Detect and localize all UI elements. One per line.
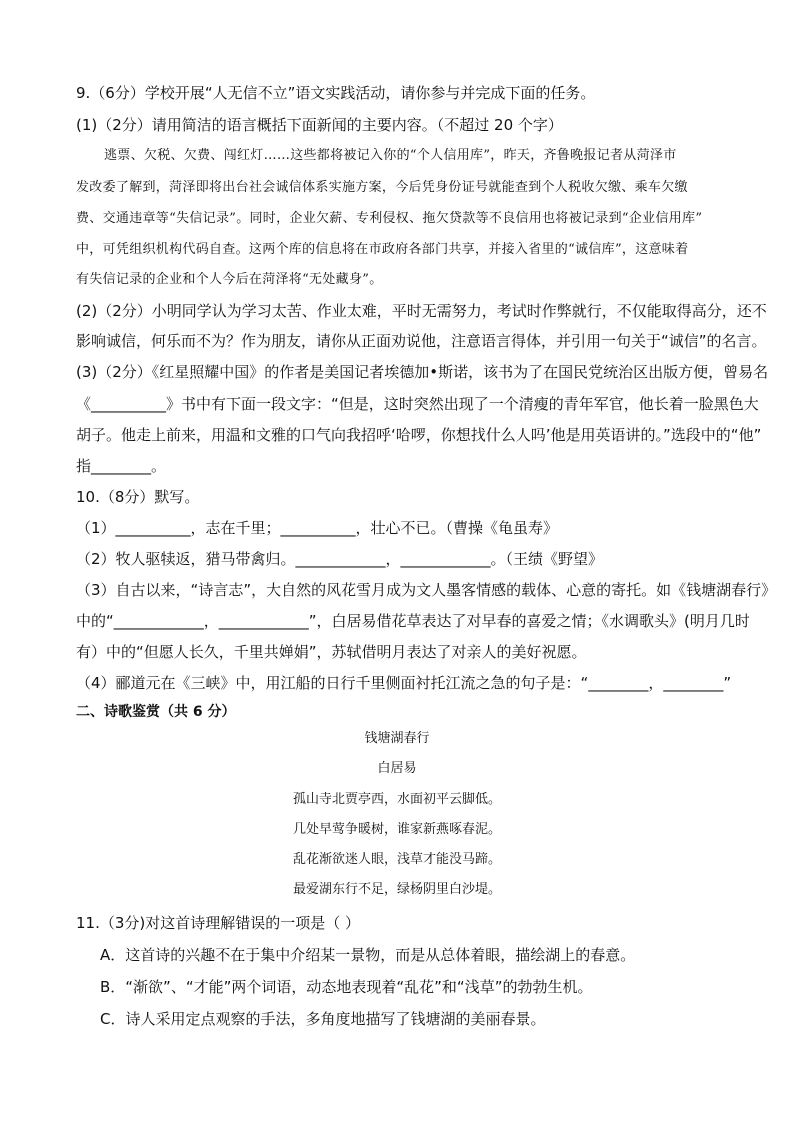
news-line-2: 发改委了解到，菏泽即将出台社会诚信体系实施方案，今后凭身份证号就能查到个人税收欠缴、乘车欠缴 [76,180,688,195]
q10-item-3-line-1: （3）自古以来，“诗言志”，大自然的风花雪月成为文人墨客情感的载体、心意的寄托。如《钱塘湖春行》 [76,581,777,599]
q11-option-b: B．“渐欲”、“才能”两个词语，动态地表现着“乱花”和“浅草”的勃勃生机。 [100,978,593,996]
poem-line-4: 最爱湖东行不足，绿杨阴里白沙堤。 [292,882,501,897]
q10-item-3-line-2: 中的“____________，____________”，白居易借花草表达了对早春的喜爱之情；《水调歌头》(明月几时 [76,612,750,630]
q10-item-2: （2）牧人驱犊返，猎马带禽归。____________，____________。（王绩《野望》 [76,550,604,568]
news-line-5: 有失信记录的企业和个人今后在菏泽将“无处藏身”。 [76,272,383,287]
news-line-1: 逃票、欠税、欠费、闯红灯……这些都将被记入你的“个人信用库”，昨天，齐鲁晚报记者从菏泽市 [104,148,677,163]
news-line-4: 中，可凭组织机构代码自查。这两个库的信息将在市政府各部门共享，并接入省里的“诚信库”，这意味着 [76,242,689,257]
poem-line-1: 孤山寺北贾亭西，水面初平云脚低。 [292,792,501,807]
q10-item-1: （1）__________，志在千里；__________，壮心不已。（曹操《龟虽寿》 [76,519,559,537]
q11-option-a: A．这首诗的兴趣不在于集中介绍某一景物，而是从总体着眼，描绘湖上的春意。 [100,946,636,964]
q9-sub2-line-1: (2)（2分）小明同学认为学习太苦、作业太难，平时无需努力，考试时作弊就行，不仅能取得高分，还不 [76,302,767,320]
q9-sub1: (1)（2分）请用简洁的语言概括下面新闻的主要内容。（不超过 20 个字） [76,116,563,134]
q9-sub3-line-4: 指________。 [76,457,167,475]
news-line-3: 费、交通违章等“失信记录”。同时，企业欠薪、专利侵权、拖欠贷款等不良信用也将被记录到“企业信用库” [76,211,703,226]
q11-option-c: C．诗人采用定点观察的手法，多角度地描写了钱塘湖的美丽春景。 [100,1010,546,1028]
poem-line-2: 几处早莺争暖树，谁家新燕啄春泥。 [292,822,501,837]
q9-sub3-line-2: 《__________》书中有下面一段文字：“但是，这时突然出现了一个清瘦的青年军官，他长着一脸黑色大 [76,395,759,413]
q9-sub3-line-1: (3)（2分）《红星照耀中国》的作者是美国记者埃德加•斯诺，该书为了在国民党统治区出版方便，曾易名 [76,363,769,381]
q9-stem: 9.（6分）学校开展“人无信不立”语文实践活动，请你参与并完成下面的任务。 [76,84,596,102]
q10-item-4: （4）郦道元在《三峡》中，用江船的日行千里侧面衬托江流之急的句子是：“________，________” [76,674,732,692]
section2-heading: 二、诗歌鉴赏（共 6 分） [76,704,236,720]
q11-stem: 11.（3分)对这首诗理解错误的一项是（ ） [76,914,361,932]
poem-title: 钱塘湖春行 [364,731,430,746]
poem-author: 白居易 [377,761,417,776]
q10-stem: 10.（8分）默写。 [76,488,200,506]
poem-line-3: 乱花渐欲迷人眼，浅草才能没马蹄。 [292,852,501,867]
q9-sub2-line-2: 影响诚信，何乐而不为？作为朋友，请你从正面劝说他，注意语言得体，并引用一句关于“诚信”的名言。 [76,332,767,350]
q9-sub3-line-3: 胡子。他走上前来，用温和文雅的口气向我招呼‘哈啰，你想找什么人吗’他是用英语讲的。”选段中的“他” [76,426,762,444]
q10-item-3-line-3: 有）中的“但愿人长久，千里共婵娟”，苏轼借明月表达了对亲人的美好祝愿。 [76,643,587,661]
